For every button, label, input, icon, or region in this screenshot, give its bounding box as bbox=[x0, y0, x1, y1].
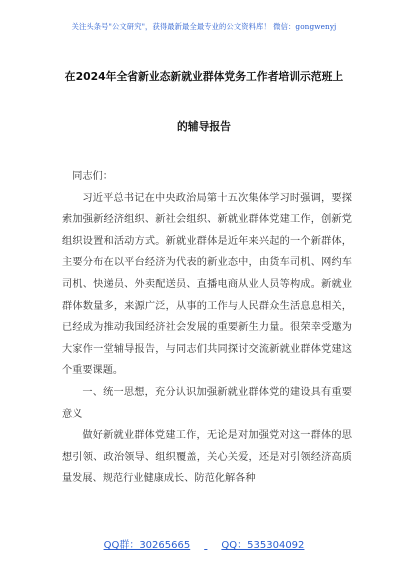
qq-group-link[interactable]: QQ群：30265665 bbox=[103, 540, 191, 551]
promo-banner: 关注头条号"公文研究"，获得最新最全最专业的公文资料库！ 微信：gongwenyj bbox=[71, 22, 337, 31]
section-paragraph: 做好新就业群体党建工作，无论是对加强党对这一群体的思想引领、政治领导、组织覆盖，关心关爱，还是对引领经济高质量发展、规范行业健康成长、防范化解各种 bbox=[62, 430, 352, 485]
document-title-line-2: 的辅导报告 bbox=[177, 120, 231, 133]
greeting: 同志们： bbox=[72, 171, 113, 182]
section-heading: 一、统一思想，充分认识加强新就业群体党的建设具有重要意义 bbox=[62, 386, 352, 420]
document-title-line-1: 在2024年全省新业态新就业群体党务工作者培训示范班上 bbox=[64, 70, 344, 83]
document-body bbox=[62, 166, 352, 490]
qq-contact-link[interactable]: QQ：535304092 bbox=[221, 540, 305, 551]
body-paragraph: 习近平总书记在中央政治局第十五次集体学习时强调，要探索加强新经济组织、新社会组织、新就业群体党建工作，创新党组织设置和活动方式。新就业群体是近年来兴起的一个新群体，主要分布在以平台经济为代表的新业态中，由货车司机、网约车司机、快递员、外卖配送员、直播电商从业人员等构成。新就业群体数量多，来源广泛，从事的工作与人民群众生活息息相关，已经成为推动我国经济社会发展的重要新生力量。很荣幸受邀为大家作一堂辅导报告，与同志们共同探讨交流新就业群体党建这个重要课题。 bbox=[62, 192, 352, 377]
contact-footer bbox=[0, 536, 408, 551]
